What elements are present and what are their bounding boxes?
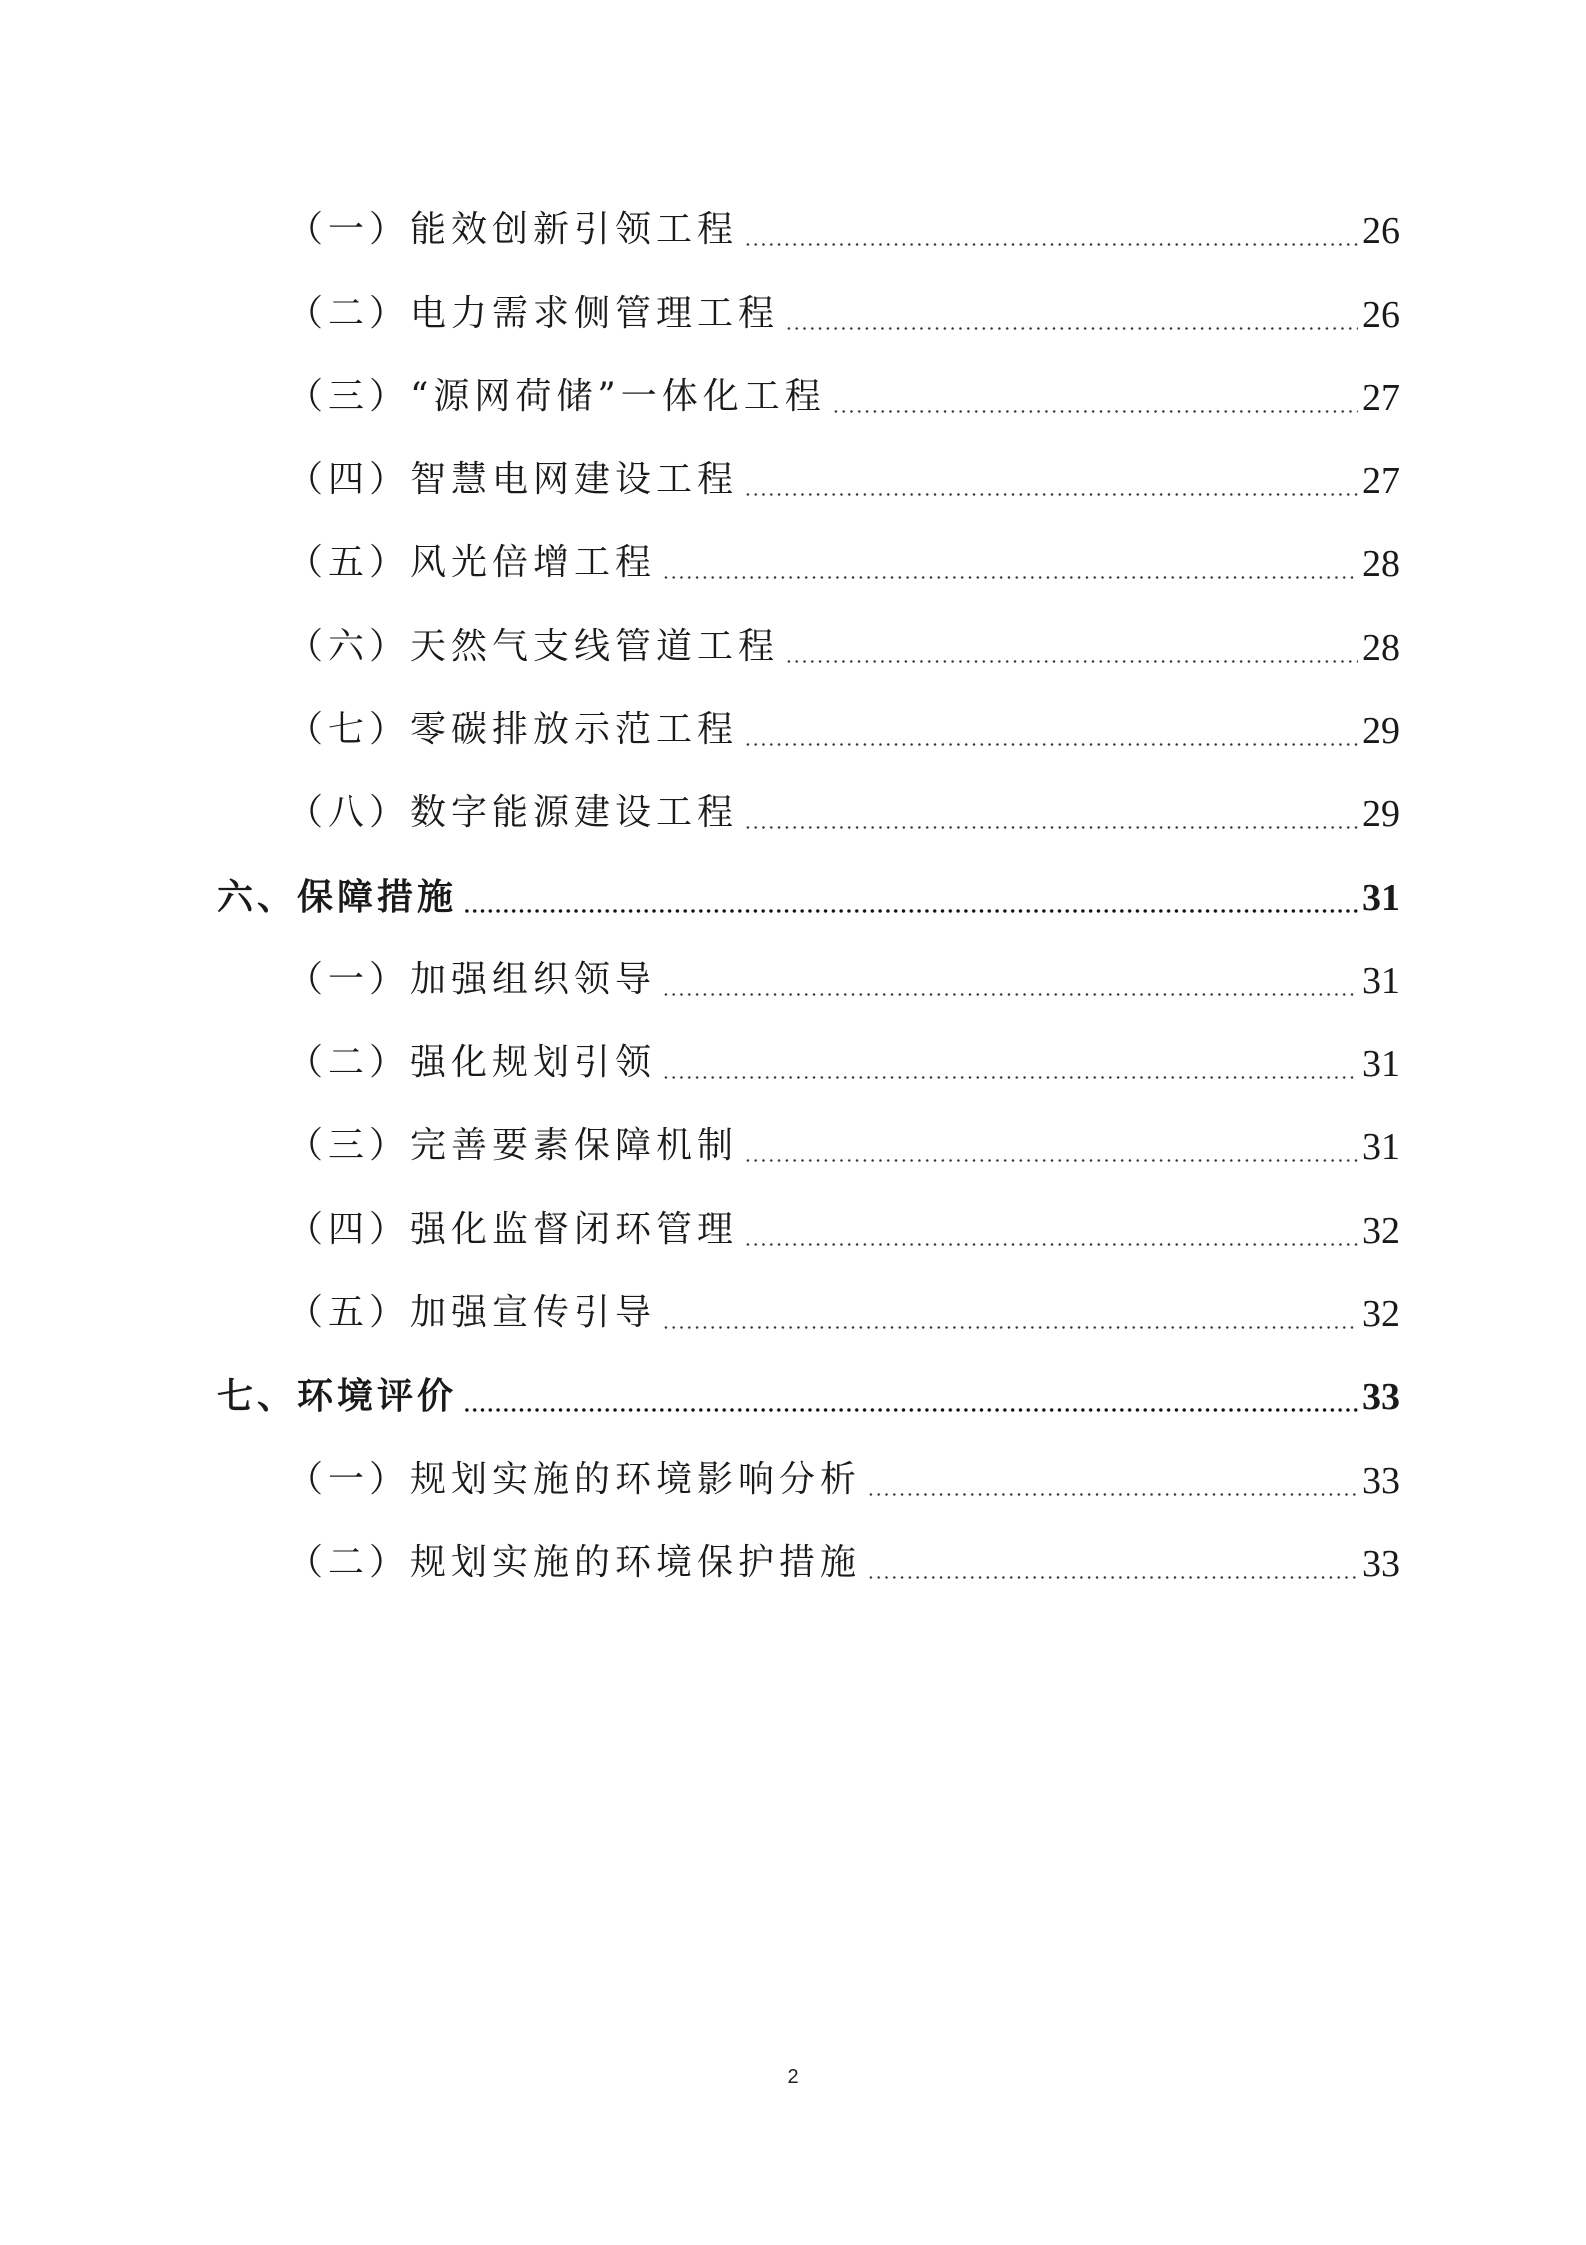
toc-entry-title: （七）零碳排放示范工程 xyxy=(287,709,739,750)
dot-leader xyxy=(463,909,1358,913)
toc-entry[interactable] xyxy=(287,1273,1400,1333)
toc-entry-page: 31 xyxy=(1362,960,1400,1002)
toc-chapter-entry[interactable] xyxy=(217,857,1400,917)
toc-entry-title: （四）智慧电网建设工程 xyxy=(287,459,739,500)
toc-entry-page: 31 xyxy=(1362,1126,1400,1168)
dot-leader xyxy=(463,1408,1358,1412)
dot-leader xyxy=(785,327,1358,330)
dot-leader xyxy=(662,993,1358,996)
toc-entry-page: 32 xyxy=(1362,1210,1400,1252)
toc-chapter-title: 七、环境评价 xyxy=(217,1375,458,1417)
toc-entry-page: 26 xyxy=(1362,210,1400,252)
toc-entry[interactable] xyxy=(287,773,1400,833)
dot-leader xyxy=(832,410,1358,413)
toc-entry-page: 29 xyxy=(1362,793,1400,835)
toc-entry-page: 33 xyxy=(1362,1543,1400,1585)
toc-entry-page: 33 xyxy=(1362,1460,1400,1502)
toc-entry[interactable] xyxy=(287,940,1400,1000)
toc-entry-title: （二）强化规划引领 xyxy=(287,1042,657,1083)
toc-chapter-title: 六、保障措施 xyxy=(217,876,458,918)
page-number: 2 xyxy=(787,2066,799,2088)
toc-entry-title: （六）天然气支线管道工程 xyxy=(287,626,780,667)
toc-entry-title: （二）规划实施的环境保护措施 xyxy=(287,1542,862,1583)
dot-leader xyxy=(662,576,1358,579)
toc-entry-title: （八）数字能源建设工程 xyxy=(287,792,739,833)
toc-entry[interactable] xyxy=(287,523,1400,583)
toc-entry[interactable] xyxy=(287,1440,1400,1500)
toc-entry-page: 26 xyxy=(1362,294,1400,336)
dot-leader xyxy=(744,1159,1358,1162)
toc-entry-title: （五）加强宣传引导 xyxy=(287,1292,657,1333)
toc-entry-title: （四）强化监督闭环管理 xyxy=(287,1209,739,1250)
dot-leader xyxy=(662,1326,1358,1329)
toc-entry[interactable] xyxy=(287,1523,1400,1583)
toc-entry-page: 28 xyxy=(1362,543,1400,585)
toc-chapter-entry[interactable] xyxy=(217,1356,1400,1416)
toc-entry-title: （一）能效创新引领工程 xyxy=(287,209,739,250)
toc-entry-title: （一）加强组织领导 xyxy=(287,959,657,1000)
dot-leader xyxy=(744,493,1358,496)
toc-entry-page: 31 xyxy=(1362,1043,1400,1085)
toc-entry-page: 27 xyxy=(1362,460,1400,502)
toc-entry[interactable] xyxy=(287,440,1400,500)
dot-leader xyxy=(785,660,1358,663)
toc-entry[interactable] xyxy=(287,1023,1400,1083)
toc-entry-page: 27 xyxy=(1362,377,1400,419)
toc-entry-title: （三）完善要素保障机制 xyxy=(287,1125,739,1166)
toc-entry[interactable] xyxy=(287,274,1400,334)
dot-leader xyxy=(744,1243,1358,1246)
dot-leader xyxy=(867,1576,1358,1579)
toc-entry-title: （五）风光倍增工程 xyxy=(287,542,657,583)
toc-entry-page: 29 xyxy=(1362,710,1400,752)
toc-entry[interactable] xyxy=(287,607,1400,667)
toc-entry-title: （一）规划实施的环境影响分析 xyxy=(287,1459,862,1500)
toc-entry[interactable] xyxy=(287,357,1400,417)
dot-leader xyxy=(867,1493,1358,1496)
dot-leader xyxy=(662,1076,1358,1079)
toc-entry-page: 28 xyxy=(1362,627,1400,669)
dot-leader xyxy=(744,243,1358,246)
toc-entry[interactable] xyxy=(287,690,1400,750)
toc-chapter-page: 31 xyxy=(1362,877,1400,919)
toc-entry-page: 32 xyxy=(1362,1293,1400,1335)
toc-chapter-page: 33 xyxy=(1362,1376,1400,1418)
toc-entry[interactable] xyxy=(287,1106,1400,1166)
dot-leader xyxy=(744,826,1358,829)
toc-entry[interactable] xyxy=(287,1190,1400,1250)
toc-entry-title: （二）电力需求侧管理工程 xyxy=(287,293,780,334)
toc-entry-title: （三）“源网荷储”一体化工程 xyxy=(287,376,826,417)
toc-entry[interactable] xyxy=(287,190,1400,250)
dot-leader xyxy=(744,743,1358,746)
